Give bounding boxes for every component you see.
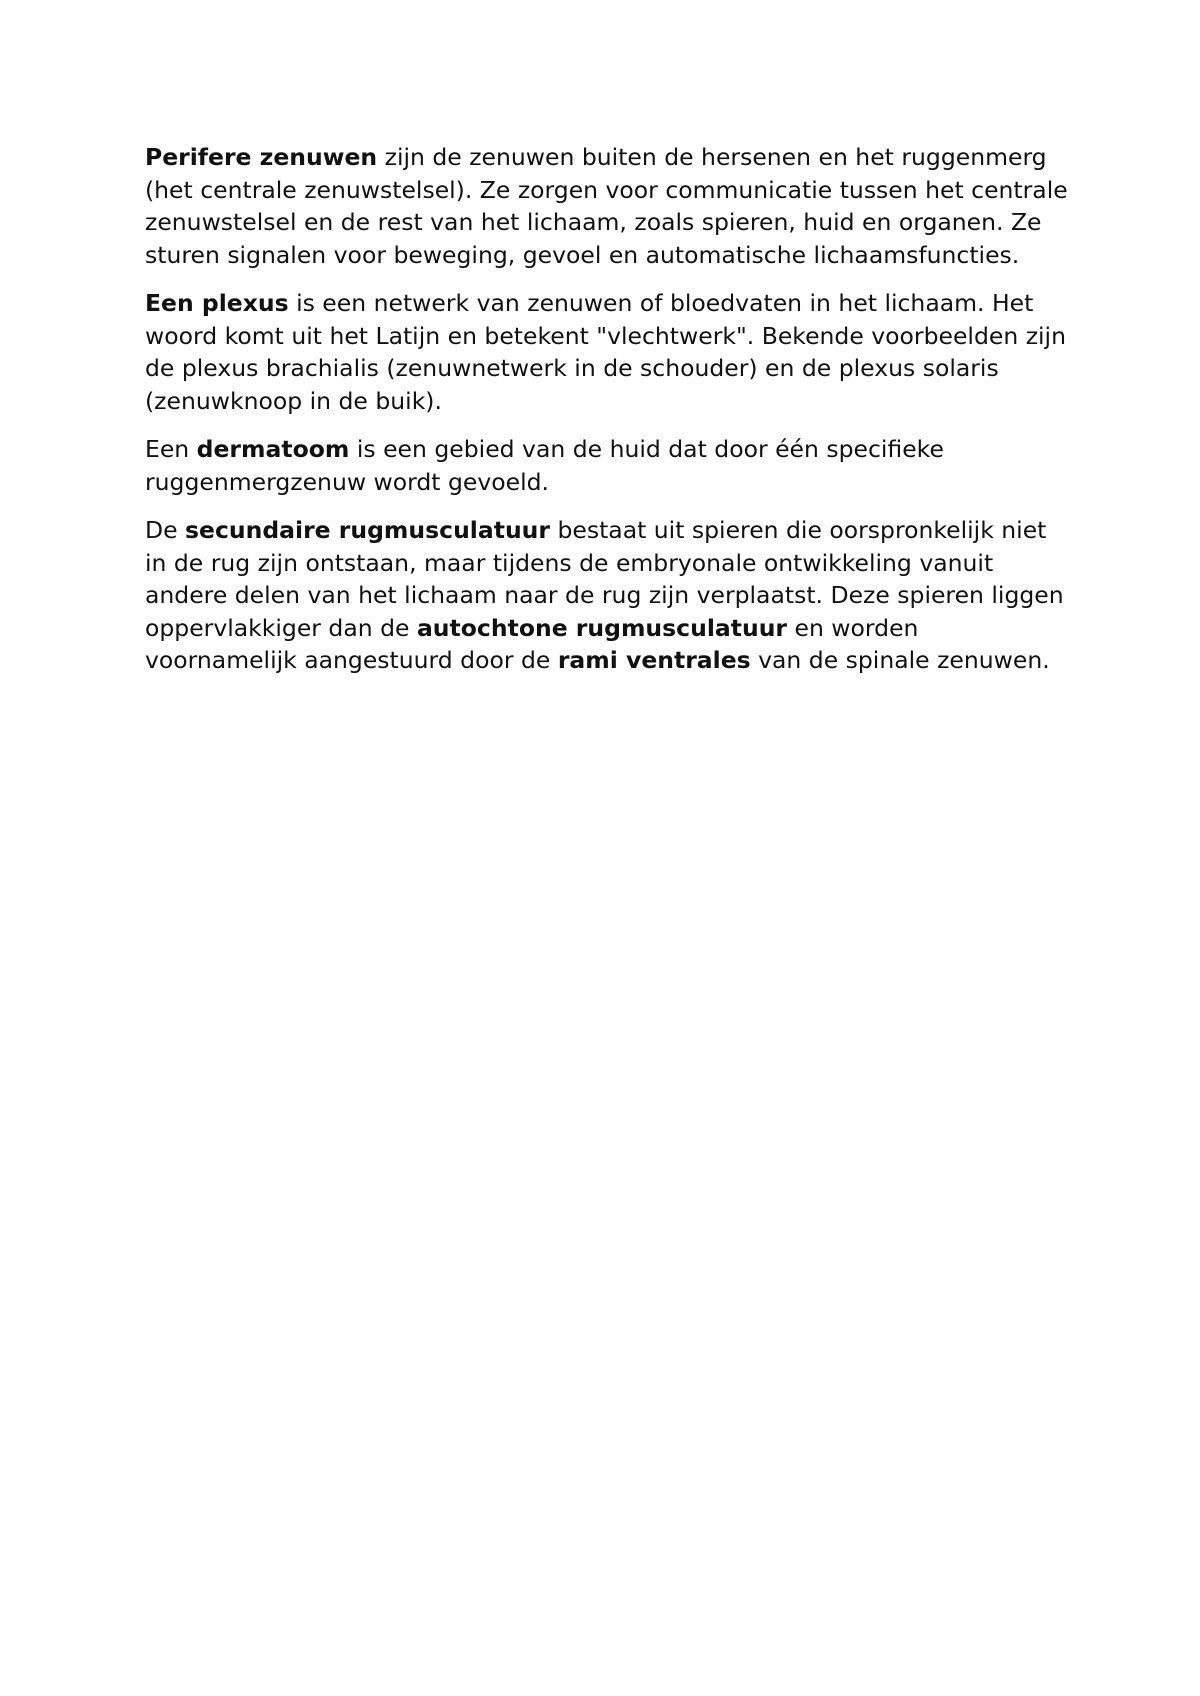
document-body xyxy=(145,141,1075,693)
paragraph-text: zijn de zenuwen buiten de hersenen en het ruggenmerg (het centrale zenuwstelsel). Ze zorgen voor communicatie tussen het centrale zenuwstelsel en de rest van het lichaam, zoals spieren, huid en organen. Ze sturen signalen voor beweging, gevoel en automatische lichaamsfuncties. xyxy=(145,143,1068,269)
paragraph-text: is een gebied van de huid dat door één specifieke ruggenmergzenuw wordt gevoeld. xyxy=(145,435,944,496)
paragraph-text: en worden voornamelijk aangestuurd door de xyxy=(145,613,919,674)
term-dermatoom: dermatoom xyxy=(196,435,350,463)
paragraph-secundaire-rugmusculatuur xyxy=(145,514,1075,677)
paragraph-text: is een netwerk van zenuwen of bloedvaten in het lichaam. Het woord komt uit het Latijn en betekent "vlechtwerk". Bekende voorbeelden zijn de plexus brachialis (zenuwnetwerk in de schouder) en de plexus solaris (zenuwknoop in de buik). xyxy=(145,289,1066,415)
term-secundaire-rugmusculatuur: secundaire rugmusculatuur xyxy=(185,516,550,544)
term-plexus: Een plexus xyxy=(145,289,289,317)
term-rami-ventrales: rami ventrales xyxy=(557,646,751,674)
term-autochtone-rugmusculatuur: autochtone rugmusculatuur xyxy=(416,613,788,642)
paragraph-text: bestaat uit spieren die oorspronkelijk niet in de rug zijn ontstaan, maar tijdens de embryonale ontwikkeling vanuit andere delen van het lichaam naar de rug zijn verplaatst. Deze spieren liggen oppervlakkiger dan de xyxy=(145,516,1064,642)
paragraph-text: Een xyxy=(145,435,197,463)
paragraph-dermatoom xyxy=(145,433,1075,498)
paragraph-perifere-zenuwen xyxy=(145,141,1075,271)
paragraph-text: van de spinale zenuwen. xyxy=(750,646,1050,674)
paragraph-text: De xyxy=(145,516,186,544)
term-perifere-zenuwen: Perifere zenuwen xyxy=(145,143,378,171)
paragraph-plexus xyxy=(145,287,1075,417)
